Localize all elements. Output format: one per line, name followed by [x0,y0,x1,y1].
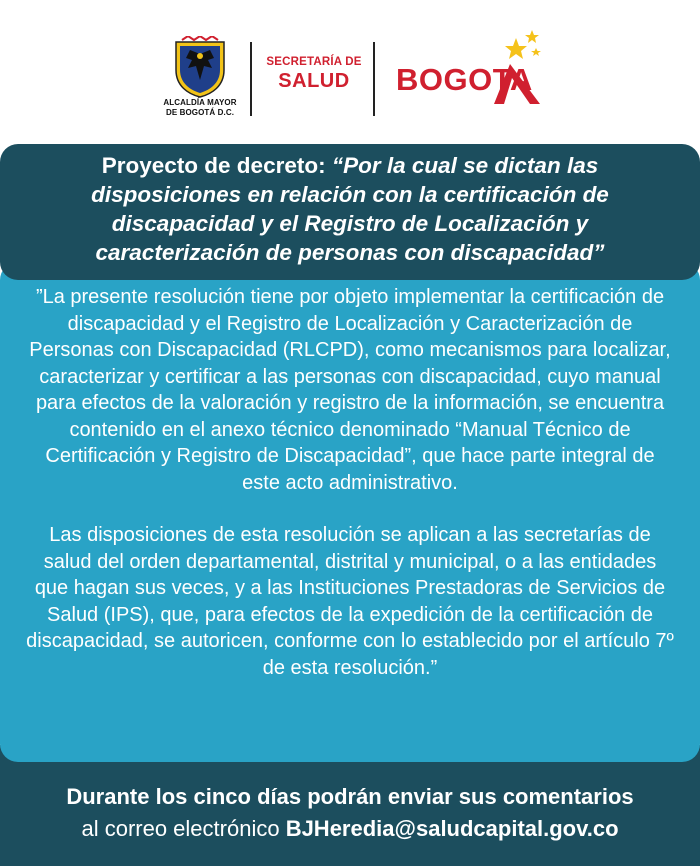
divider-left [250,42,252,116]
resolution-text [26,284,674,681]
bogota-stars-icon [494,28,546,104]
bogota-logo: BOGOTA [396,62,533,97]
footer-message [10,781,690,845]
contact-email-link[interactable]: BJHeredia@saludcapital.gov.co [285,816,619,841]
footer-line2 [10,813,690,845]
paragraph-objective: ”La presente resolución tiene por objeto implementar la certificación de discapacidad y el Registro de Localización y Caracterización de Personas con Discapacidad (RLCPD), como mecanismos para localizar, caracterizar y certificar a las personas con discapacidad, cuyo manual para efectos de la valoración y registro de la información, se encuentra contenido en el anexo técnico denominado “Manual Técnico de Certificación y Registro de Discapacidad”, que hace parte integral de este acto administrativo. [29,286,671,494]
header-logos [0,0,700,145]
bogota-coat-of-arms-icon [168,36,232,98]
page-title [40,151,660,267]
alcaldia-label [150,98,250,118]
footer-line1: Durante los cinco días podrán enviar sus comentarios [66,784,634,809]
secretaria-label-top: SECRETARÍA DE [266,56,362,68]
title-label: Proyecto de decreto: [101,153,326,178]
alcaldia-line1: ALCALDÍA MAYOR [163,98,237,107]
title-quote: “Por la cual se dictan las disposiciones en relación con la certificación de discapacidad y el Registro de Localización y caracterización de personas con discapacidad” [91,153,609,265]
footer-line2-prefix: al correo electrónico [81,816,286,841]
paragraph-scope: Las disposiciones de esta resolución se aplican a las secretarías de salud del orden departamental, distrital y municipal, o a las entidades que hagan sus veces, y a las Instituciones Prestadoras de Servicios de Salud (IPS), que, para efectos de la expedición de la certificación de discapacidad, se autoricen, conforme con lo establecido por el artículo 7º de esta resolución.” [26,524,674,679]
divider-right [373,42,375,116]
alcaldia-line2: DE BOGOTÁ D.C. [165,108,235,117]
secretaria-label-bottom: SALUD [278,70,350,92]
